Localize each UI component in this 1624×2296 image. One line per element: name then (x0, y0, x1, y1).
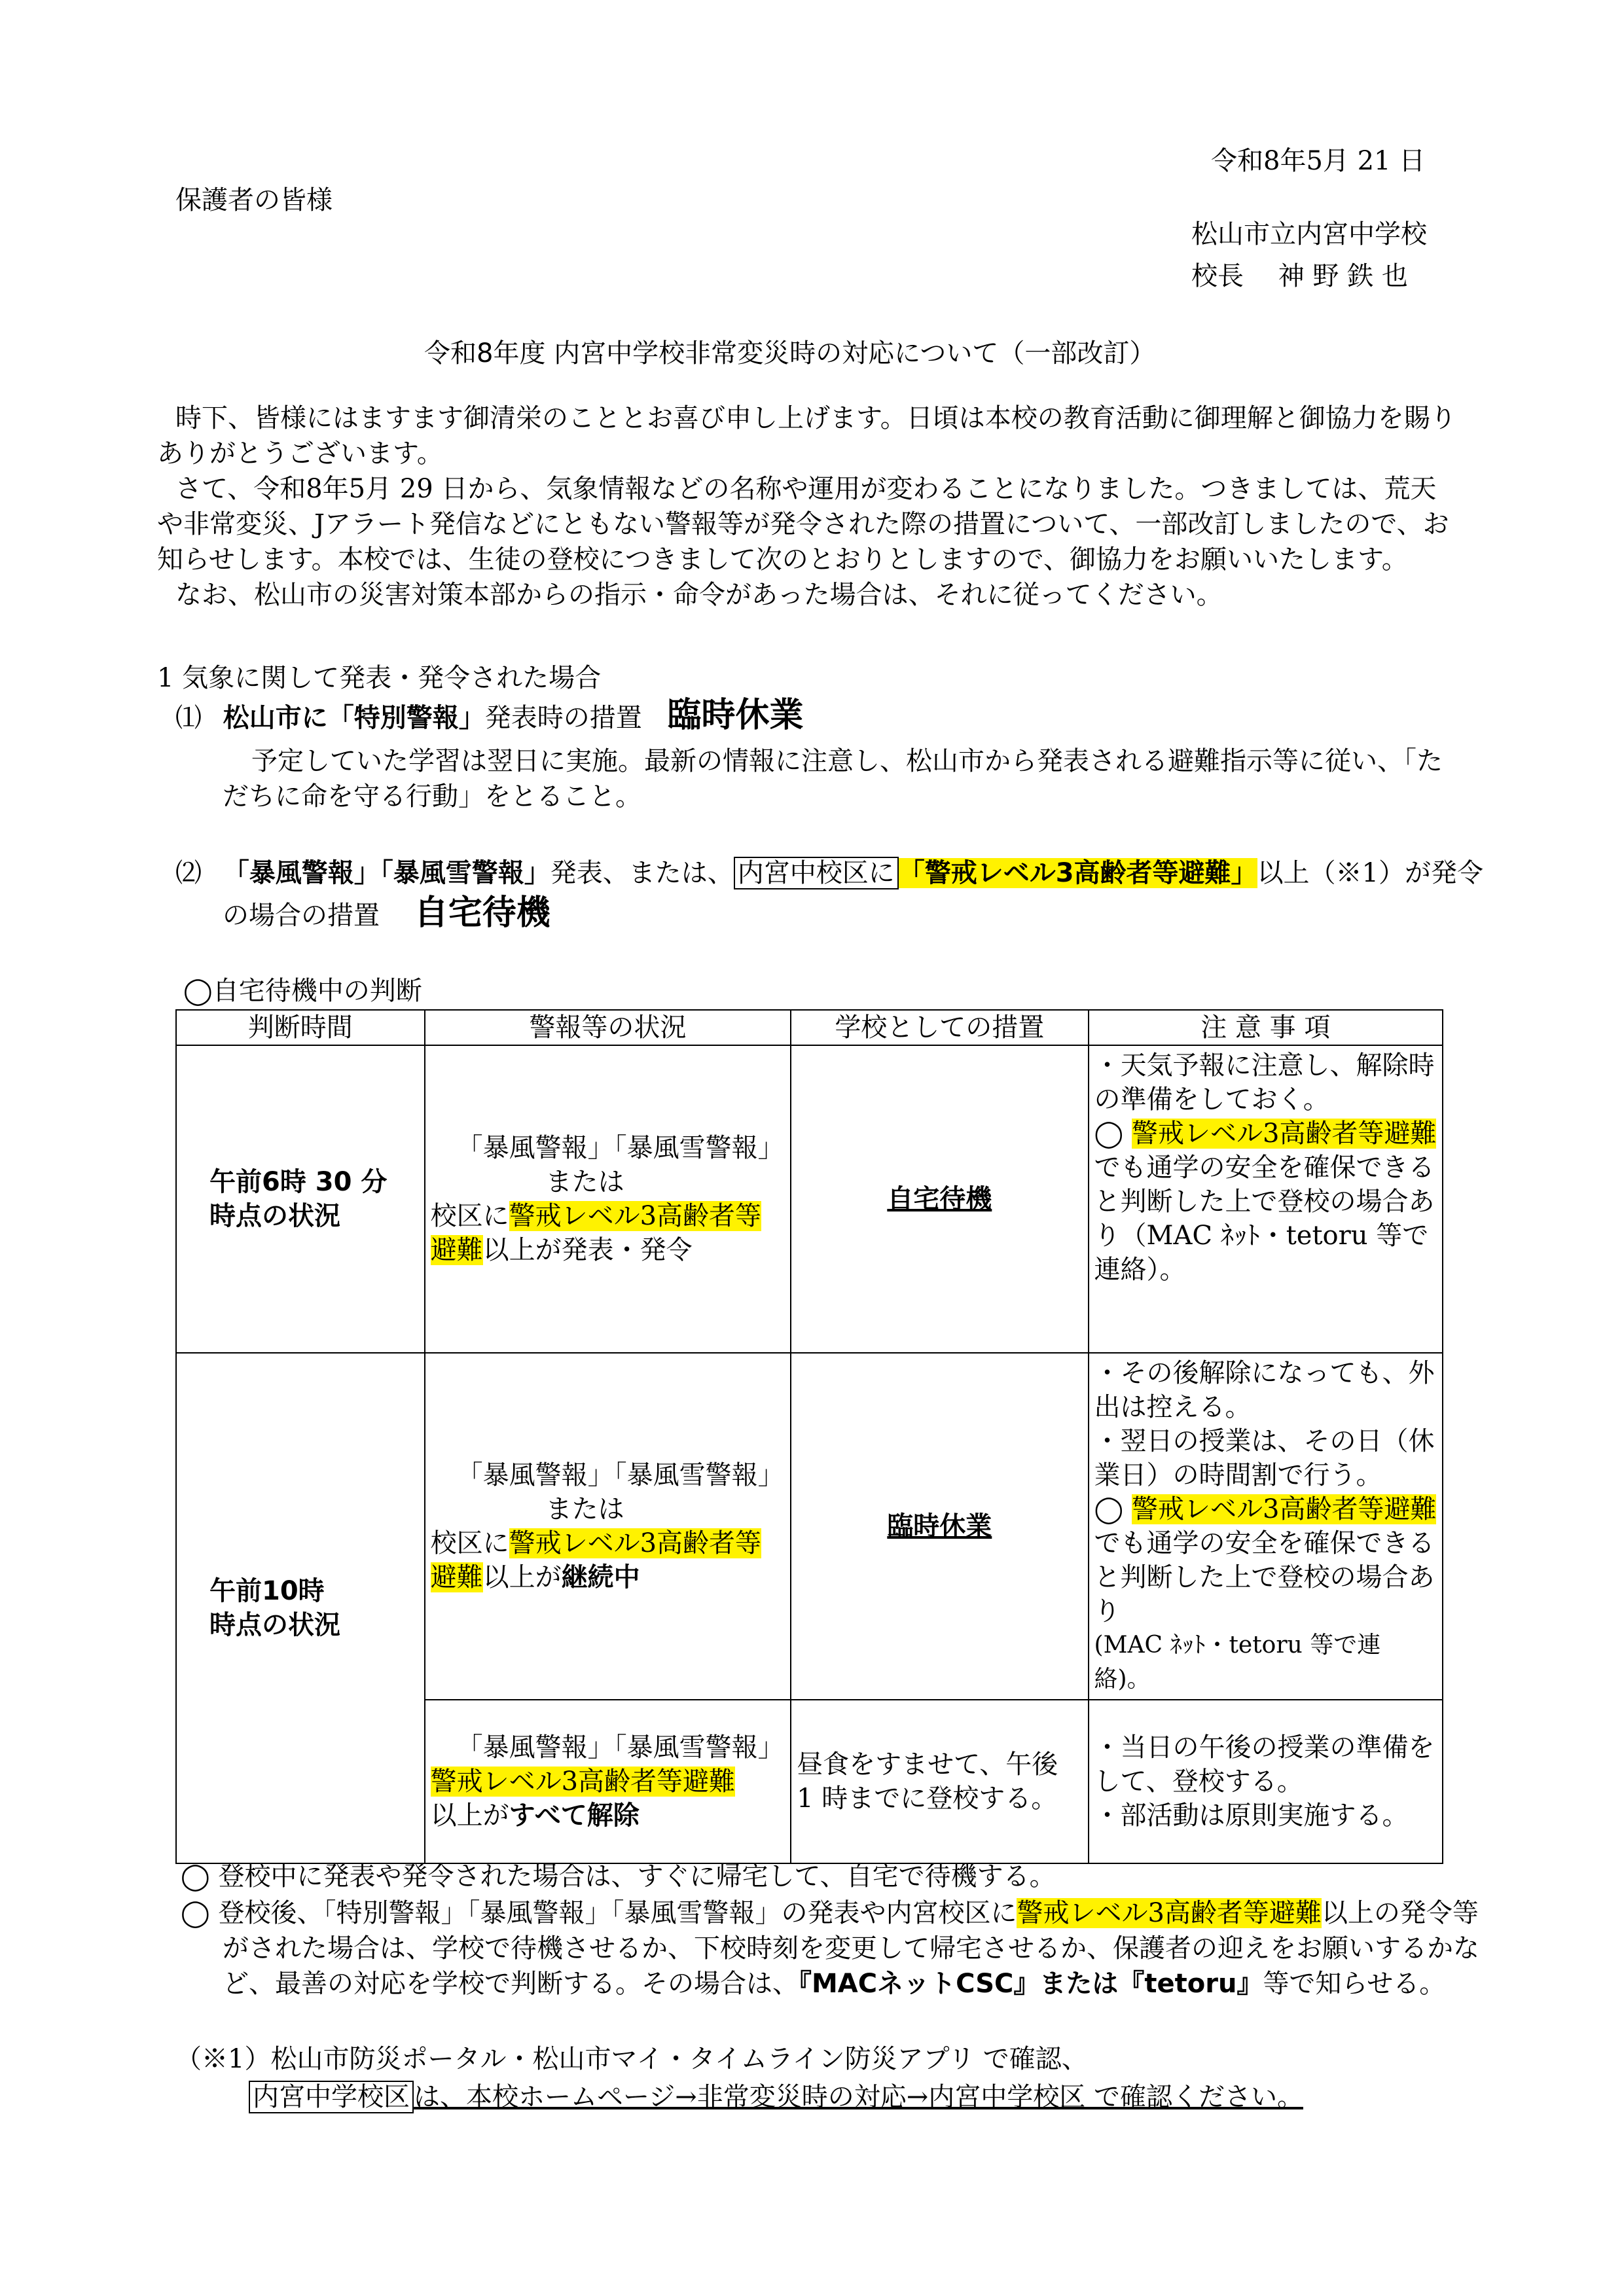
after-note-2: ◯ 登校後、「特別警報」「暴風警報」「暴風雪警報」の発表や内宮校区に警戒レベル3高齢者等避難以上の発令等がされた場合は、学校で待機させるか、下校時刻を変更して帰宅させるか、保護者の迎えをお願いするかなど、最善の対応を学校で判断する。その場合は、『MACネットCSC』または『tetoru』等で知らせる。 (181, 1898, 1479, 1999)
judgement-table (175, 1009, 1443, 1864)
row3-condition: 「暴風警報」「暴風雪警報」 警戒レベル3高齢者等避難 以上がすべて解除 (425, 1700, 791, 1863)
intro-paragraph-3: なお、松山市の災害対策本部からの指示・命令があった場合は、それに従ってください。 (175, 580, 1223, 610)
boxed-school-district: 内宮中学校区 (249, 2081, 414, 2113)
item-line2: の場合の措置 (223, 901, 380, 931)
item-bold: 「特別警報」 (327, 703, 485, 733)
document-date: 令和8年5月 21 日 (1211, 146, 1426, 176)
row1-notes: ・天気予報に注意し、解除時の準備をしておく。 ◯ 警戒レベル3高齢者等避難でも通学の安全を確保できると判断した上で登校の場合あり（MAC ﾈｯﾄ・tetoru 等で連絡）。 (1089, 1045, 1443, 1353)
item-post: 以上（※1）が発令 (1257, 858, 1484, 888)
section-1-1-heading (175, 692, 803, 741)
measure-label: 自宅待機 (414, 893, 550, 933)
row1-condition: 「暴風警報」「暴風雪警報」 または 校区に警戒レベル3高齢者等 避難以上が発表・発令 (425, 1045, 791, 1353)
header-time: 判断時間 (176, 1010, 425, 1045)
section-1-1-description: 予定していた学習は翌日に実施。最新の情報に注意し、松山市から発表される避難指示等に従い、「ただちに命を守る行動」をとること。 (223, 746, 1443, 812)
sender-school: 松山市立内宮中学校 (1191, 219, 1427, 249)
addressee: 保護者の皆様 (175, 185, 333, 215)
row2-action: 臨時休業 (791, 1353, 1088, 1700)
item-number: ⑵ (175, 858, 202, 888)
item-post: 発表時の措置 (484, 703, 642, 733)
row2-condition: 「暴風警報」「暴風雪警報」 または 校区に警戒レベル3高齢者等 避難以上が継続中 (425, 1353, 791, 1700)
section-1-2-line2 (223, 890, 550, 939)
row2-notes: ・その後解除になっても、外出は控える。 ・翌日の授業は、その日（休業日）の時間割で行う。 ◯ 警戒レベル3高齢者等避難でも通学の安全を確保できると判断した上で登校の場合あり (MAC ﾈｯﾄ・tetoru 等で連絡)。 (1089, 1353, 1443, 1700)
row3-action: 昼食をすませて、午後 1 時までに登校する。 (791, 1700, 1088, 1863)
item-bold: 「暴風警報」「暴風雪警報」 (223, 858, 550, 888)
header-action: 学校としての措置 (791, 1010, 1088, 1045)
sender-name: 校長 神 野 鉄 也 (1191, 261, 1408, 291)
boxed-school-district: 内宮中校区に (734, 857, 899, 889)
measure-label: 臨時休業 (667, 696, 804, 735)
item-number: ⑴ (175, 703, 202, 733)
section-1-heading: 1 気象に関して発表・発令された場合 (157, 663, 602, 693)
intro-paragraph-2: さて、令和8年5月 29 日から、気象情報などの名称や運用が変わることになりました。つきましては、荒天や非常変災、Jアラート発信などにともない警報等が発令された際の措置について、一部改訂しましたので、お知らせします。本校では、生徒の登校につきまして次のとおりとしますので、御協力をお願いいたします。 (157, 474, 1449, 575)
table-header-row (176, 1010, 1443, 1045)
footnote-1: （※1）松山市防災ポータル・松山市マイ・タイムライン防災アプリ で確認、 (175, 2044, 1088, 2074)
row2-time: 午前10時 時点の状況 (176, 1353, 425, 1863)
table-row (176, 1045, 1443, 1353)
header-notes: 注 意 事 項 (1089, 1010, 1443, 1045)
item-pre: 松山市に (223, 703, 328, 733)
table-caption: ◯自宅待機中の判断 (183, 976, 422, 1006)
intro-paragraph-1: 時下、皆様にはますます御清栄のこととお喜び申し上げます。日頃は本校の教育活動に御理解と御協力を賜りありがとうございます。 (157, 403, 1456, 469)
table-row (176, 1353, 1443, 1700)
row3-notes: ・当日の午後の授業の準備をして、登校する。 ・部活動は原則実施する。 (1089, 1700, 1443, 1863)
row1-action: 自宅待機 (791, 1045, 1088, 1353)
item-mid: 発表、または、 (550, 858, 734, 888)
section-1-2-heading (175, 853, 1483, 893)
highlight-alert-level: 「警戒レベル3高齢者等避難」 (898, 858, 1257, 888)
header-condition: 警報等の状況 (425, 1010, 791, 1045)
after-note-1: ◯ 登校中に発表や発令された場合は、すぐに帰宅して、自宅で待機する。 (181, 1861, 1056, 1892)
document-title: 令和8年度 内宮中学校非常変災時の対応について（一部改訂） (424, 338, 1156, 368)
footnote-2: 内宮中学校区 は、本校ホームページ→非常変災時の対応→内宮中学校区 で確認ください。 (249, 2079, 1303, 2115)
row1-time: 午前6時 30 分 時点の状況 (176, 1045, 425, 1353)
